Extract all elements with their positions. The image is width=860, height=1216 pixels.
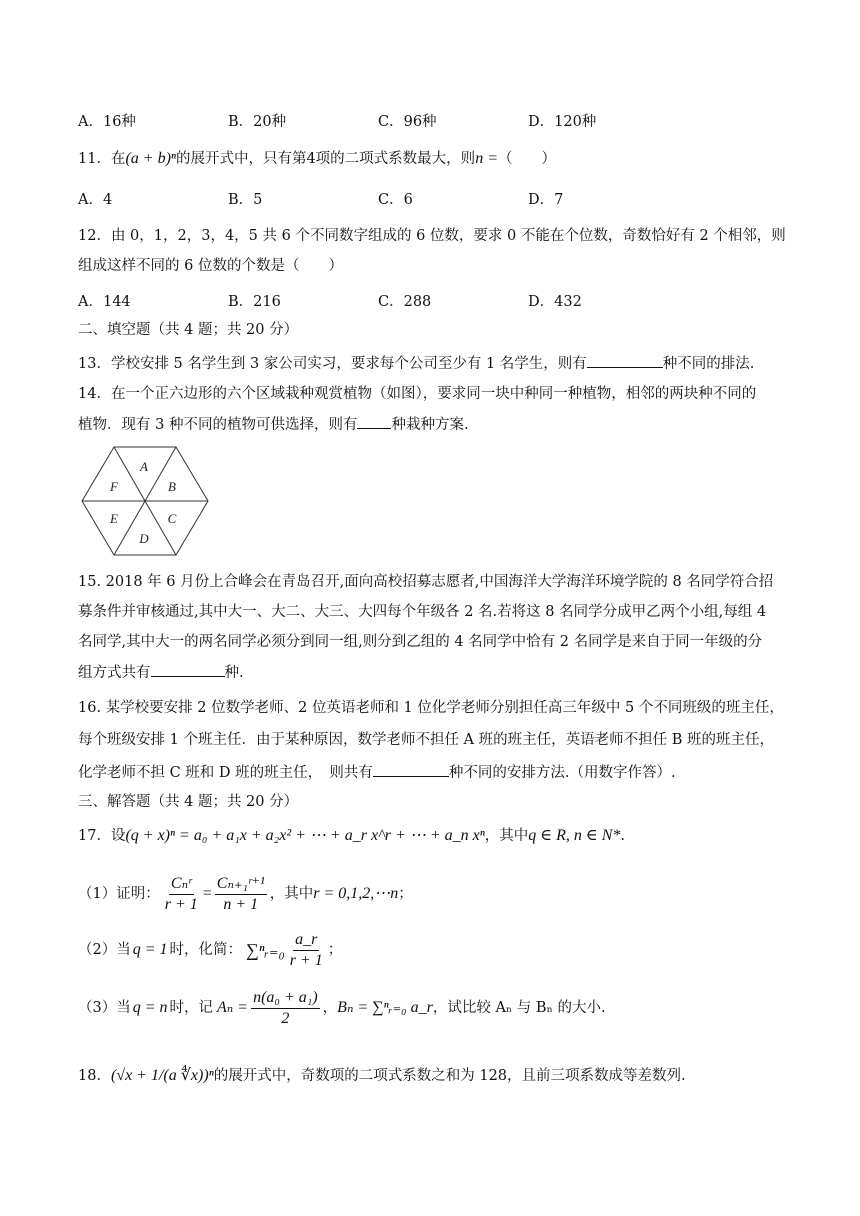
question-18: 18． (√x + 1/(a ∜x))ⁿ 的展开式中，奇数项的二项式系数之和为 128，且前三项系数成等差数列. <box>78 1067 686 1084</box>
question-16-line-3: 化学老师不担 C 班和 D 班的班主任， 则共有 种不同的安排方法.（用数字作答）. <box>78 762 798 783</box>
question-16-line-2: 每个班级安排 1 个班主任．由于某种原因，数学老师不担任 A 班的班主任，英语老师不担任 B 班的班主任， <box>78 732 775 748</box>
q12-option-d: D．432 <box>528 294 582 310</box>
q12-option-b: B．216 <box>228 294 281 310</box>
q18-expression: (√x + 1/(a ∜x))ⁿ <box>110 1067 214 1084</box>
q13-answer-blank <box>587 353 663 368</box>
hexagon-label-e: E <box>110 511 118 526</box>
hexagon-figure <box>78 445 212 557</box>
question-17-part-2: （2）当 q = 1 时，化简： ∑ⁿᵣ₌₀ $\frac{a\_r}{r + 1}$ ； <box>78 930 343 969</box>
q15-answer-blank <box>151 662 225 677</box>
q17-1-r-range: r = 0,1,2,⋯n <box>313 885 399 902</box>
question-14-line-2: 植物．现有 3 种不同的植物可供选择，则有 种栽种方案. <box>78 414 798 435</box>
q10-option-b: B．20种 <box>228 114 287 130</box>
q17-3-bn: Bₙ = ∑ⁿᵣ₌₀ a_r <box>337 999 433 1016</box>
question-13: 13．学校安排 5 名学生到 3 家公司实习，要求每个公司至少有 1 名学生，则有 种不同的排法. <box>78 353 798 374</box>
q17-3-q: q = n <box>132 999 168 1016</box>
q17-expansion: (q + x)ⁿ = a₀ + a₁x + a₂x² + ⋯ + a_r x^r + ⋯ + a_n xⁿ <box>125 827 485 844</box>
question-14-line-1: 14．在一个正六边形的六个区域栽种观赏植物（如图），要求同一块中种同一种植物，相邻的两块种不同的 <box>78 386 757 402</box>
q17-2-q: q = 1 <box>132 941 168 958</box>
q11-expression: (a + b)ⁿ <box>125 150 176 167</box>
q11-option-b: B．5 <box>228 192 263 208</box>
q10-option-c: C．96种 <box>378 114 437 130</box>
q12-option-a: A．144 <box>78 294 131 310</box>
question-17-part-3: （3）当 q = n 时，记 Aₙ = $\frac{\text{n(a₀ + a₁)}}{2}$ ， Bₙ = ∑ⁿᵣ₌₀ a_r ，试比较 Aₙ 与 Bₙ 的大小. <box>78 988 606 1027</box>
hexagon-label-f: F <box>110 479 118 494</box>
q17-3-an: Aₙ = <box>217 999 249 1016</box>
section-2-heading: 二、填空题（共 4 题；共 20 分） <box>78 322 299 338</box>
section-3-heading: 三、解答题（共 4 题；共 20 分） <box>78 794 299 810</box>
question-12-line-1: 12．由 0，1，2，3，4，5 共 6 个不同数字组成的 6 位数，要求 0 不能在个位数，奇数恰好有 2 个相邻，则 <box>78 228 786 244</box>
question-15-line-1: 15. 2018 年 6 月份上合峰会在青岛召开,面向高校招募志愿者,中国海洋大学海洋环境学院的 8 名同学符合招 <box>78 574 774 590</box>
q11-option-a: A．4 <box>78 192 113 208</box>
question-15-line-4: 组方式共有 种. <box>78 662 798 683</box>
question-16-line-1: 16. 某学校要安排 2 位数学老师、2 位英语老师和 1 位化学老师分别担任高三年级中 5 个不同班级的班主任， <box>78 700 784 716</box>
q17-1-lhs-fraction: $\frac{\text{Cₙʳ}}{r + 1}$ <box>164 874 198 913</box>
q11-n: n = <box>475 150 498 167</box>
question-15-line-2: 募条件并审核通过,其中大一、大二、大三、大四每个年级各 2 名.若将这 8 名同学分成甲乙两个小组,每组 4 <box>78 604 767 620</box>
hexagon-label-c: C <box>167 511 177 526</box>
question-15-line-3: 名同学,其中大一的两名同学必须分到同一组,则分到乙组的 4 名同学中恰有 2 名同学是来自于同一年级的分 <box>78 634 763 650</box>
question-17: 17．设(q + x)ⁿ = a₀ + a₁x + a₂x² + ⋯ + a_r x^r + ⋯ + a_n xⁿ，其中q ∈ R, n ∈ N*. <box>78 827 626 844</box>
question-12-line-2: 组成这样不同的 6 位数的个数是（ ） <box>78 258 343 274</box>
q17-1-rhs-fraction: $\frac{\text{Cₙ₊₁ʳ⁺¹}}{n + 1}$ <box>216 874 265 913</box>
hexagon-label-b: B <box>168 479 176 494</box>
q17-2-sum: ∑ⁿᵣ₌₀ <box>246 940 285 960</box>
q11-option-c: C．6 <box>378 192 413 208</box>
q17-3-fraction: $\frac{\text{n(a₀ + a₁)}}{2}$ <box>253 988 318 1027</box>
question-17-part-1: （1）证明： $\frac{\text{Cₙʳ}}{r + 1}$ = $\frac{\text{Cₙ₊₁ʳ⁺¹}}{n + 1}$ ，其中 r = 0,1,2,⋯n ； <box>78 874 413 913</box>
q17-2-fraction: $\frac{a\_r}{r + 1}$ <box>289 930 323 969</box>
hexagon-label-a: A <box>140 459 148 474</box>
q10-option-a: A．16种 <box>78 114 136 130</box>
q10-option-d: D．120种 <box>528 114 597 130</box>
q11-option-d: D．7 <box>528 192 564 208</box>
q12-option-c: C．288 <box>378 294 432 310</box>
q17-condition: q ∈ R, n ∈ N* <box>528 827 621 844</box>
q16-answer-blank <box>373 762 449 777</box>
question-11: 11．在(a + b)ⁿ的展开式中，只有第4项的二项式系数最大，则n =（ ） <box>78 150 556 167</box>
hexagon-label-d: D <box>139 531 149 546</box>
q14-answer-blank <box>357 414 391 429</box>
